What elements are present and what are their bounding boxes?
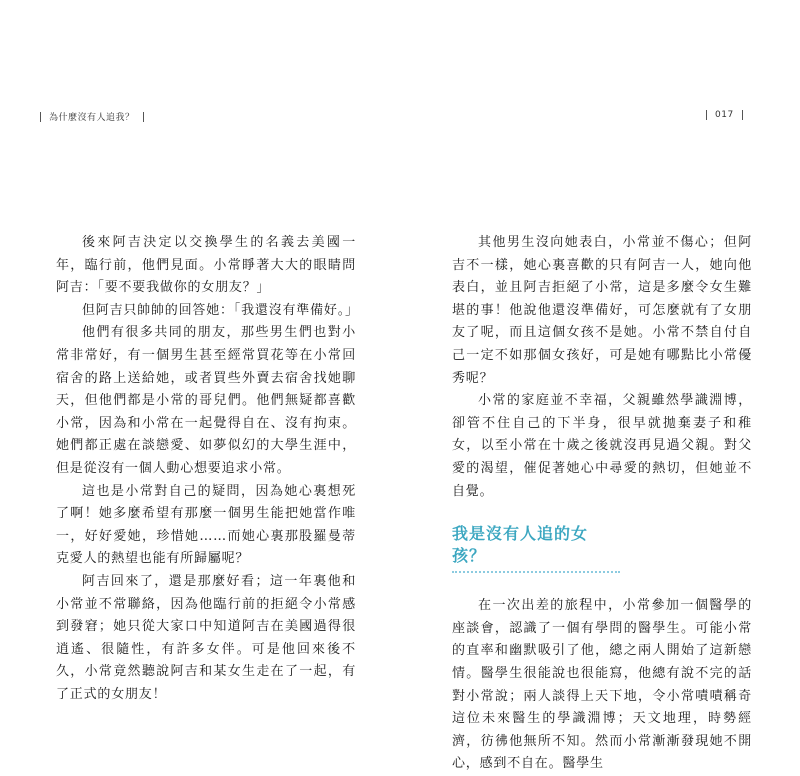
- page-number: 017: [715, 110, 734, 120]
- header-divider: [40, 112, 41, 122]
- paragraph: 其他男生沒向她表白，小常並不傷心；但阿吉不一樣，她心裏喜歡的只有阿吉一人，她向他表白，並且阿吉拒絕了小常，這是多麼令女生難堪的事！他說他還沒準備好，可怎麼就有了女朋友了呢，而且這個女孩不是她。小常不禁自付自己一定不如那個女孩好，可是她有哪點比小常優秀呢？: [452, 235, 752, 386]
- paragraph: 他們有很多共同的朋友，那些男生們也對小常非常好，有一個男生甚至經常買花等在小常回宿舍的路上送給她，或者買些外賣去宿舍找她聊天，但他們都是小常的哥兒們。他們無疑都喜歡小常，因為和小常在一起覺得自在、沒有拘束。她們都正處在談戀愛、如夢似幻的大學生涯中，但是從沒有一個人動心想要追求小常。: [56, 325, 356, 476]
- running-header-right: [706, 110, 743, 120]
- book-title: 為什麼沒有人追我？: [49, 113, 135, 123]
- paragraph: 阿吉回來了，還是那麼好看；這一年裏他和小常並不常聯絡，因為他臨行前的拒絕令小常感到發窘；她只從大家口中知道阿吉在美國過得很逍遙、很隨性，有許多女伴。可是他回來後不久，小常竟然聽說阿吉和某女生走在了一起，有了正式的女朋友！: [56, 573, 356, 702]
- header-divider: [742, 110, 743, 120]
- paragraph: 在一次出差的旅程中，小常參加一個醫學的座談會，認識了一個有學問的醫學生。可能小常的直率和幽默吸引了他，總之兩人開始了這新戀情。醫學生很能說也很能寫，他總有說不完的話對小常說；兩人談得上天下地，令小常嘖嘖稱奇這位未來醫生的學識淵博；天文地理，時勢經濟，彷彿他無所不知。然而小常漸漸發現她不開心，感到不自在。醫學生: [452, 598, 752, 772]
- paragraph: 但阿吉只帥帥的回答她：「我還沒有準備好。」: [82, 302, 359, 318]
- left-page-body: [56, 232, 359, 706]
- right-page-body: [452, 232, 752, 776]
- paragraph: 小常的家庭並不幸福，父親雖然學識淵博，卻管不住自己的下半身，很早就拋棄妻子和稚女，以至小常在十歲之後就沒再見過父親。對父愛的渴望，催促著她心中尋愛的熱切，但她並不自覺。: [452, 393, 752, 499]
- header-divider: [143, 112, 144, 122]
- section-heading: 我是沒有人追的女孩？: [452, 523, 620, 573]
- paragraph: 後來阿吉決定以交換學生的名義去美國一年，臨行前，他們見面。小常睜著大大的眼睛問阿吉：「要不要我做你的女朋友？」: [56, 235, 356, 296]
- running-header-left: [40, 110, 144, 123]
- header-divider: [706, 110, 707, 120]
- paragraph: 這也是小常對自己的疑問，因為她心裏想死了啊！她多麼希望有那麼一個男生能把她當作唯一，好好愛她，珍惜她……而她心裏那股羅曼蒂克愛人的熱望也能有所歸屬呢？: [56, 483, 356, 567]
